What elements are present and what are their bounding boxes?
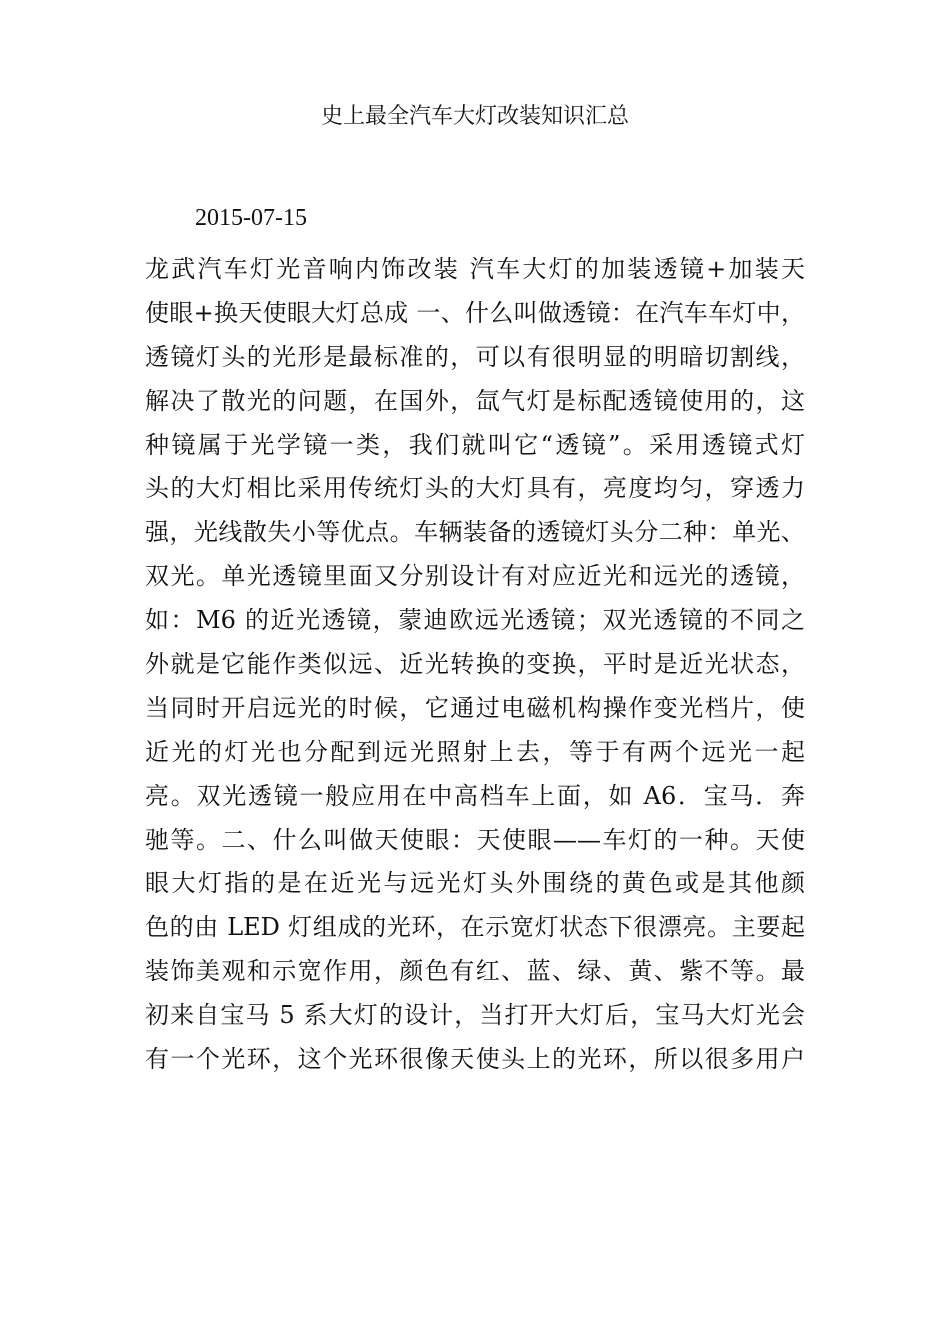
- document-body: [145, 252, 815, 1086]
- body-line: 龙武汽车灯光音响内饰改装 汽车大灯的加装透镜+加装天: [145, 255, 805, 283]
- body-line: 强，光线散失小等优点。车辆装备的透镜灯头分二种：单光、: [145, 518, 805, 547]
- body-line: 透镜灯头的光形是最标准的，可以有很明显的明暗切割线，: [145, 342, 805, 371]
- body-line: 有一个光环，这个光环很像天使头上的光环，所以很多用户: [145, 1045, 805, 1074]
- body-line: 外就是它能作类似远、近光转换的变换，平时是近光状态，: [145, 650, 805, 679]
- body-line: 头的大灯相比采用传统灯头的大灯具有，亮度均匀，穿透力: [145, 474, 805, 503]
- body-line: 装饰美观和示宽作用，颜色有红、蓝、绿、黄、紫不等。最: [145, 957, 805, 986]
- body-line: 如：M6 的近光透镜，蒙迪欧远光透镜；双光透镜的不同之: [145, 606, 805, 635]
- body-line: 当同时开启远光的时候，它通过电磁机构操作变光档片，使: [145, 693, 805, 722]
- body-line: 解决了散光的问题，在国外，氙气灯是标配透镜使用的，这: [145, 386, 805, 415]
- body-line: 驰等。二、什么叫做天使眼：天使眼——车灯的一种。天使: [145, 825, 805, 854]
- body-line: 近光的灯光也分配到远光照射上去，等于有两个远光一起: [145, 737, 805, 766]
- body-line: 初来自宝马 5 系大灯的设计，当打开大灯后，宝马大灯光会: [145, 1001, 805, 1030]
- body-line: 使眼+换天使眼大灯总成 一、什么叫做透镜：在汽车车灯中，: [145, 298, 805, 327]
- body-line: 眼大灯指的是在近光与远光灯头外围绕的黄色或是其他颜: [145, 869, 805, 898]
- body-line: 种镜属于光学镜一类，我们就叫它“透镜”。采用透镜式灯: [145, 430, 805, 459]
- document-title: 史上最全汽车大灯改装知识汇总: [320, 104, 629, 129]
- body-line: 亮。双光透镜一般应用在中高档车上面，如 A6．宝马．奔: [145, 781, 805, 810]
- body-line: 双光。单光透镜里面又分别设计有对应近光和远光的透镜，: [145, 562, 805, 591]
- document-date: 2015-07-15: [195, 205, 307, 231]
- body-line: 色的由 LED 灯组成的光环，在示宽灯状态下很漂亮。主要起: [145, 913, 805, 942]
